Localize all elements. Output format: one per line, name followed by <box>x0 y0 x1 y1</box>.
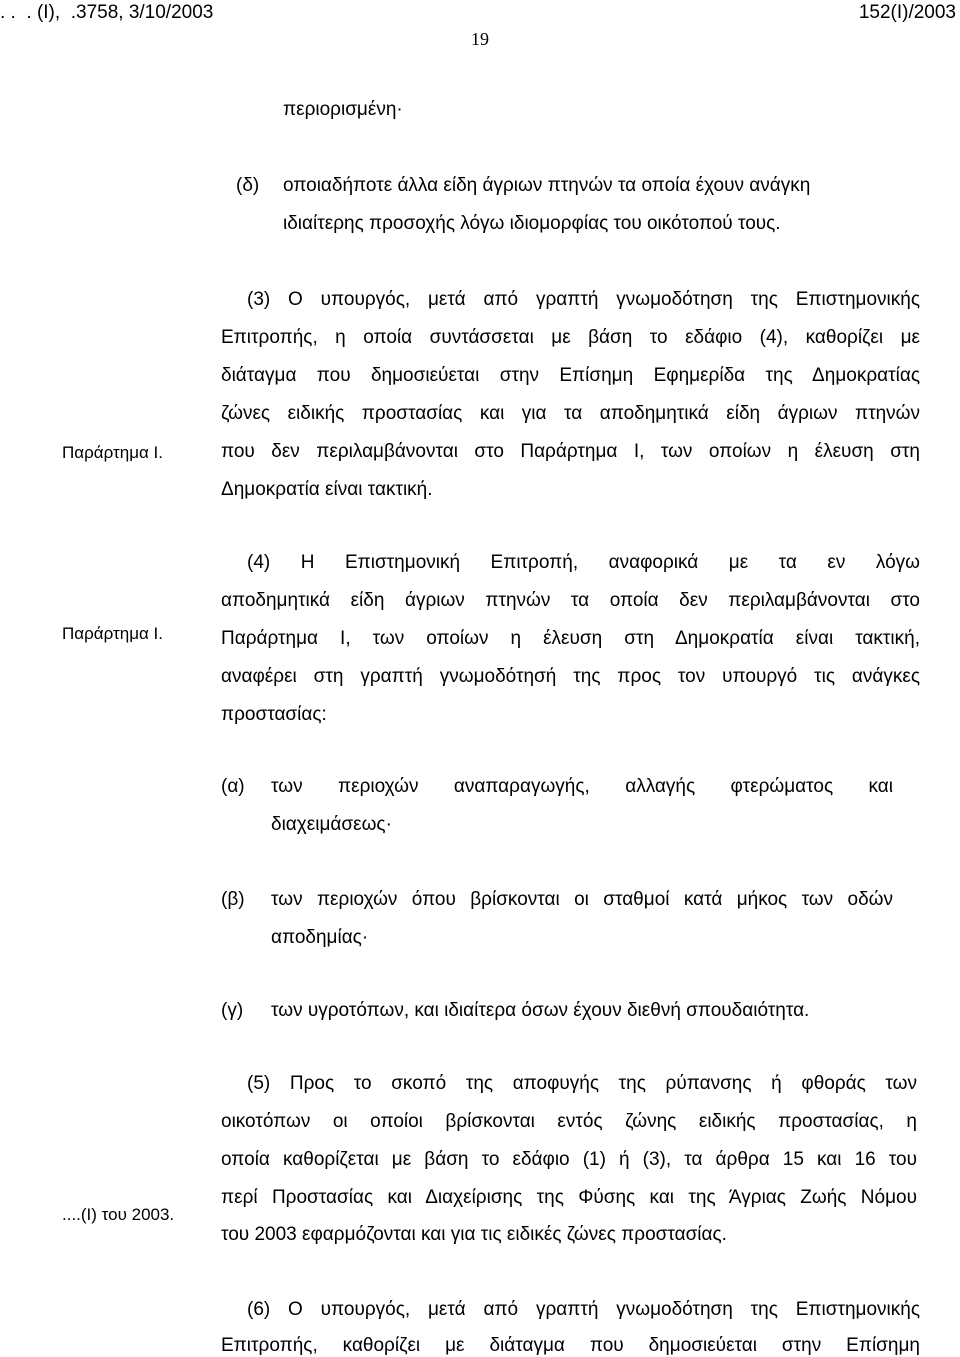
para6-line-1: (6) Ο υπουργός, μετά από γραπτή γνωμοδότηση της Επιστημονικής <box>247 1299 920 1320</box>
para3-line-1: (3) Ο υπουργός, μετά από γραπτή γνωμοδότηση της Επιστημονικής <box>247 289 920 310</box>
para4-line-2: αποδημητικά είδη άγριων πτηνών τα οποία δεν περιλαμβάνονται στο <box>221 590 920 611</box>
para5-line-2: οικοτόπων οι οποίοι βρίσκονται εντός ζώνης ειδικής προστασίας, η <box>221 1111 917 1132</box>
para6-line-2: Επιτροπής, καθορίζει με διάταγμα που δημοσιεύεται στην Επίσημη <box>221 1335 920 1356</box>
header-law-number: 152(Ι)/2003 <box>858 2 956 23</box>
item-g-line-1: των υγροτόπων, και ιδιαίτερα όσων έχουν διεθνή σπουδαιότητα. <box>271 1000 810 1021</box>
header-reference: . . . (Ι), .3758, 3/10/2003 <box>0 2 214 23</box>
item-a-line-2: διαχειμάσεως· <box>271 814 392 835</box>
item-label-g: (γ) <box>221 1000 244 1021</box>
item-b-line-2: αποδημίας· <box>271 927 369 948</box>
item-a-line-1: των περιοχών αναπαραγωγής, αλλαγής φτερώματος και <box>271 776 893 797</box>
item-label-a: (α) <box>221 776 245 797</box>
margin-note-law-2003: ....(Ι) του 2003. <box>62 1205 175 1224</box>
para4-line-1: (4) Η Επιστημονική Επιτροπή, αναφορικά με τα εν λόγω <box>247 552 920 573</box>
page-number: 19 <box>471 29 489 49</box>
para5-line-1: (5) Προς το σκοπό της αποφυγής της ρύπανσης ή φθοράς των <box>247 1073 917 1094</box>
item-label-b: (β) <box>221 889 245 910</box>
para3-line-3: διάταγμα που δημοσιεύεται στην Επίσημη Εφημερίδα της Δημοκρατίας <box>221 365 920 386</box>
para3-line-5: που δεν περιλαμβάνονται στο Παράρτημα Ι, των οποίων η έλευση στη <box>221 441 920 462</box>
para3-line-2: Επιτροπής, η οποία συντάσσεται με βάση το εδάφιο (4), καθορίζει με <box>221 327 920 348</box>
para4-line-3: Παράρτημα Ι, των οποίων η έλευση στη Δημοκρατία είναι τακτική, <box>221 628 920 649</box>
para5-line-5: του 2003 εφαρμόζονται και για τις ειδικές ζώνες προστασίας. <box>221 1224 727 1245</box>
item-d-line-1: οποιαδήποτε άλλα είδη άγριων πτηνών τα οποία έχουν ανάγκη <box>283 175 811 196</box>
item-d-line-2: ιδιαίτερης προσοχής λόγω ιδιομορφίας του οικότοπού τους. <box>283 213 781 234</box>
margin-note-annex-1: Παράρτημα Ι. <box>62 443 163 462</box>
para4-line-5: προστασίας: <box>221 704 327 725</box>
para5-line-3: οποία καθορίζεται με βάση το εδάφιο (1) ή (3), τα άρθρα 15 και 16 του <box>221 1149 917 1170</box>
para3-line-4: ζώνες ειδικής προστασίας και για τα αποδημητικά είδη άγριων πτηνών <box>221 403 920 424</box>
para5-line-4: περί Προστασίας και Διαχείρισης της Φύσης και της Άγριας Ζωής Νόμου <box>221 1187 917 1208</box>
para3-line-6: Δημοκρατία είναι τακτική. <box>221 479 433 500</box>
item-b-line-1: των περιοχών όπου βρίσκονται οι σταθμοί κατά μήκος των οδών <box>271 889 893 910</box>
item-label-d: (δ) <box>236 175 260 196</box>
paragraph-continuation: περιορισμένη· <box>283 99 403 120</box>
margin-note-annex-2: Παράρτημα Ι. <box>62 624 163 643</box>
para4-line-4: αναφέρει στη γραπτή γνωμοδότησή της προς τον υπουργό τις ανάγκες <box>221 666 920 687</box>
